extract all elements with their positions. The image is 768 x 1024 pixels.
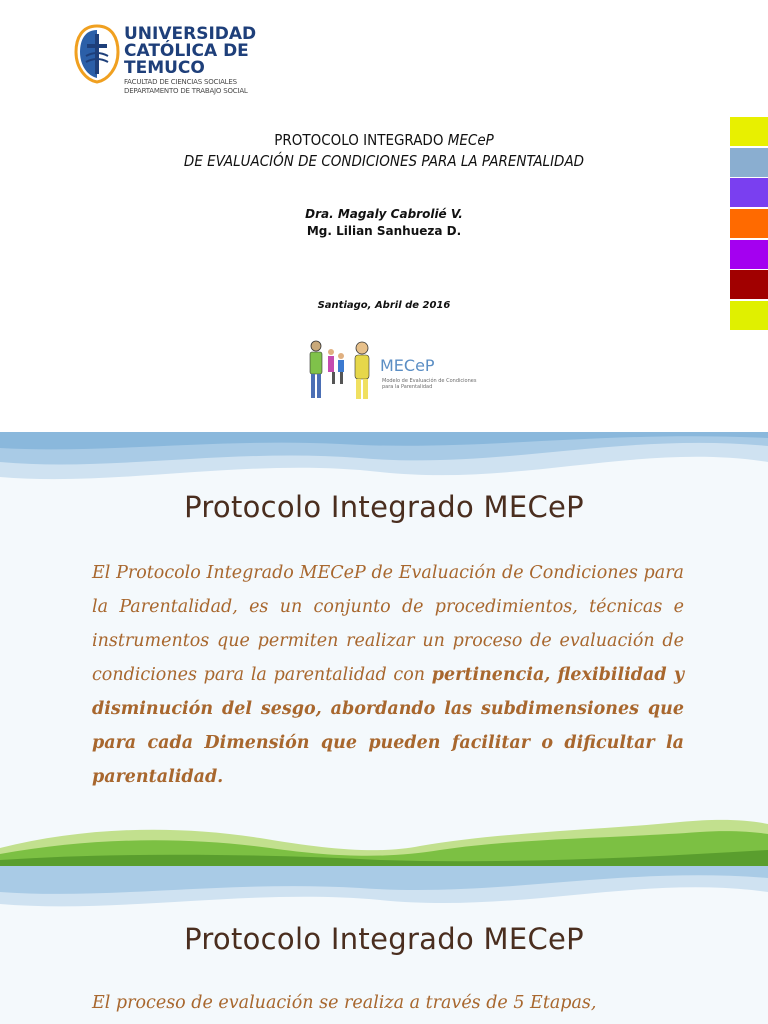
paragraph-text: El Protocolo Integrado MECeP de Evaluación de Condiciones para la Parentalidad, es un conjunto de procedimientos, técnicas e instrumentos que permiten realizar un proceso de evaluación de condiciones para la parentalidad con — [92, 563, 684, 685]
university-name-line3: TEMUCO — [124, 58, 205, 78]
faculty-name — [124, 78, 248, 96]
color-bar-6 — [730, 270, 768, 299]
color-bars — [730, 117, 768, 332]
faculty-line: FACULTAD DE CIENCIAS SOCIALES — [124, 78, 237, 86]
content-slide-2 — [0, 866, 768, 1024]
mecep-sub-line1: Modelo de Evaluación de Condiciones — [382, 378, 477, 384]
university-name-line1: UNIVERSIDAD — [124, 24, 257, 44]
title-line2-text: DE EVALUACIÓN DE CONDICIONES PARA LA PARENTALIDAD — [183, 152, 585, 170]
slide-heading: Protocolo Integrado MECeP — [184, 490, 584, 524]
title-prefix: PROTOCOLO INTEGRADO — [274, 131, 448, 149]
author-1: Dra. Magaly Cabrolié V. — [305, 207, 463, 221]
title-slide — [0, 0, 768, 432]
slide-paragraph: El proceso de evaluación se realiza a través de 5 Etapas, — [92, 993, 597, 1013]
title-emphasis: MECeP — [447, 131, 494, 149]
color-bar-1 — [730, 117, 768, 146]
slide-heading: Protocolo Integrado MECeP — [184, 922, 584, 956]
university-name — [124, 26, 256, 77]
top-wave-decoration-icon — [0, 866, 768, 926]
mecep-logo-name: MECeP — [380, 356, 435, 375]
color-bar-5 — [730, 240, 768, 269]
grass-hills-decoration-icon — [0, 814, 768, 866]
paragraph-bold-text: pertinencia, flexibilidad y disminución del sesgo, abordando las subdimensiones que para cada Dimensión que pueden facilitar o dificultar la parentalidad. — [92, 665, 685, 787]
mecep-sub-line2: para la Parentalidad — [382, 384, 433, 390]
mecep-figures-icon — [306, 338, 382, 402]
author-2: Mg. Lilian Sanhueza D. — [306, 224, 462, 238]
color-bar-7 — [730, 301, 768, 330]
color-bar-4 — [730, 209, 768, 238]
color-bar-2 — [730, 148, 768, 177]
color-bar-3 — [730, 178, 768, 207]
mecep-logo-subtitle — [382, 378, 476, 390]
department-line: DEPARTAMENTO DE TRABAJO SOCIAL — [124, 87, 248, 95]
university-name-line2: CATÓLICA DE — [124, 41, 249, 61]
university-logo-icon — [74, 24, 120, 84]
slide-paragraph — [92, 556, 684, 794]
slide-title-line2 — [0, 152, 768, 170]
content-slide-1 — [0, 432, 768, 866]
place-date: Santiago, Abril de 2016 — [317, 300, 451, 311]
slide-title-line1 — [0, 131, 768, 149]
